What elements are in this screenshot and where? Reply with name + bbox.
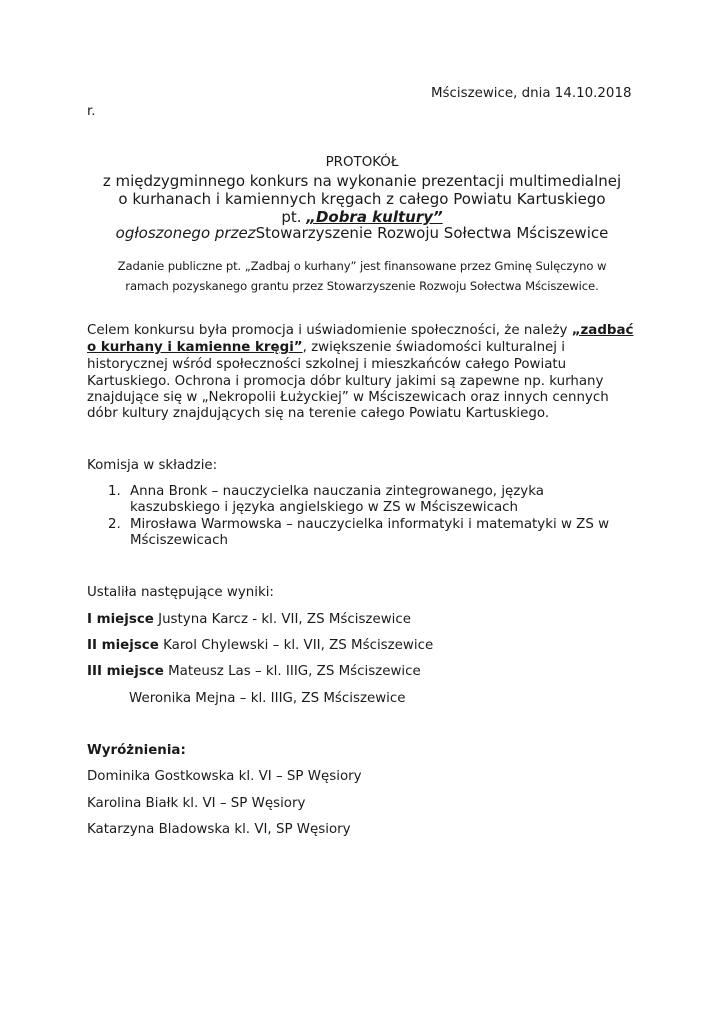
- purpose-line-3: historycznej wśród społeczności szkolnej i mieszkańców całego Powiatu: [87, 357, 567, 372]
- place-winner: Justyna Karcz - kl. VII, ZS Mściszewice: [153, 612, 411, 627]
- distinction-item: Dominika Gostkowska kl. VI – SP Węsiory: [87, 769, 362, 784]
- result-second-place: [87, 638, 433, 653]
- place-label: II miejsce: [87, 638, 159, 653]
- place-winner: Karol Chylewski – kl. VII, ZS Mściszewice: [158, 638, 434, 653]
- title-line-1: z międzygminnego konkurs na wykonanie prezentacji multimedialnej: [102, 172, 622, 190]
- committee-member-line-1: Anna Bronk – nauczycielka nauczania zintegrowanego, języka: [130, 484, 544, 499]
- committee-member-number: 1.: [108, 484, 121, 499]
- committee-member-line-2: Mściszewicach: [130, 533, 228, 548]
- task-line-1: Zadanie publiczne pt. „Zadbaj o kurhany” jest finansowane przez Gminę Sulęczyno w: [117, 259, 607, 273]
- purpose-emphasis-2: o kurhany i kamienne kręgi”: [87, 340, 303, 355]
- place-and-date: Mściszewice, dnia 14.10.2018: [431, 86, 632, 101]
- purpose-line-1: [87, 323, 633, 338]
- organizer-name: Stowarzyszenie Rozwoju Sołectwa Mściszewice: [255, 224, 609, 242]
- purpose-text-2: , zwiększenie świadomości kulturalnej i: [302, 340, 565, 355]
- contest-title: „Dobra kultury”: [306, 208, 443, 226]
- purpose-line-2: [87, 340, 565, 355]
- purpose-line-6: dóbr kultury znajdujących się na terenie całego Powiatu Kartuskiego.: [87, 406, 550, 421]
- place-label: I miejsce: [87, 612, 154, 627]
- place-label: III miejsce: [87, 664, 164, 679]
- task-line-2: ramach pozyskanego grantu przez Stowarzyszenie Rozwoju Sołectwa Mściszewice.: [125, 279, 599, 293]
- purpose-text-1: Celem konkursu była promocja i uświadomienie społeczności, że należy: [87, 323, 572, 338]
- organizer-prefix: ogłoszonego przez: [115, 224, 256, 242]
- result-first-place: [87, 612, 411, 627]
- distinctions-heading: Wyróżnienia:: [87, 743, 186, 758]
- committee-member-line-1: Mirosława Warmowska – nauczycielka informatyki i matematyki w ZS w: [130, 517, 610, 532]
- distinction-item: Karolina Białk kl. VI – SP Węsiory: [87, 796, 306, 811]
- committee-member-number: 2.: [108, 517, 121, 532]
- protocol-heading: PROTOKÓŁ: [325, 155, 399, 170]
- purpose-line-4: Kartuskiego. Ochrona i promocja dóbr kultury jakimi są zapewne np. kurhany: [87, 374, 604, 389]
- purpose-emphasis-1: „zadbać: [571, 323, 634, 338]
- result-third-place-extra: Weronika Mejna – kl. IIIG, ZS Mściszewice: [129, 691, 406, 706]
- purpose-line-5: znajdujące się w „Nekropolii Łużyckiej” w Mściszewicach oraz innych cennych: [87, 390, 609, 405]
- contest-title-prefix: pt.: [281, 208, 307, 226]
- distinction-item: Katarzyna Bladowska kl. VI, SP Węsiory: [87, 822, 351, 837]
- title-line-2: o kurhanach i kamiennych kręgach z całego Powiatu Kartuskiego: [118, 190, 606, 208]
- place-winner: Mateusz Las – kl. IIIG, ZS Mściszewice: [163, 664, 421, 679]
- date-suffix: r.: [87, 104, 96, 119]
- committee-heading: Komisja w składzie:: [87, 458, 218, 473]
- organizer-line: [0, 224, 724, 242]
- results-heading: Ustaliła następujące wyniki:: [87, 585, 274, 600]
- committee-member-line-2: kaszubskiego i języka angielskiego w ZS w Mściszewicach: [130, 500, 519, 515]
- result-third-place: [87, 664, 421, 679]
